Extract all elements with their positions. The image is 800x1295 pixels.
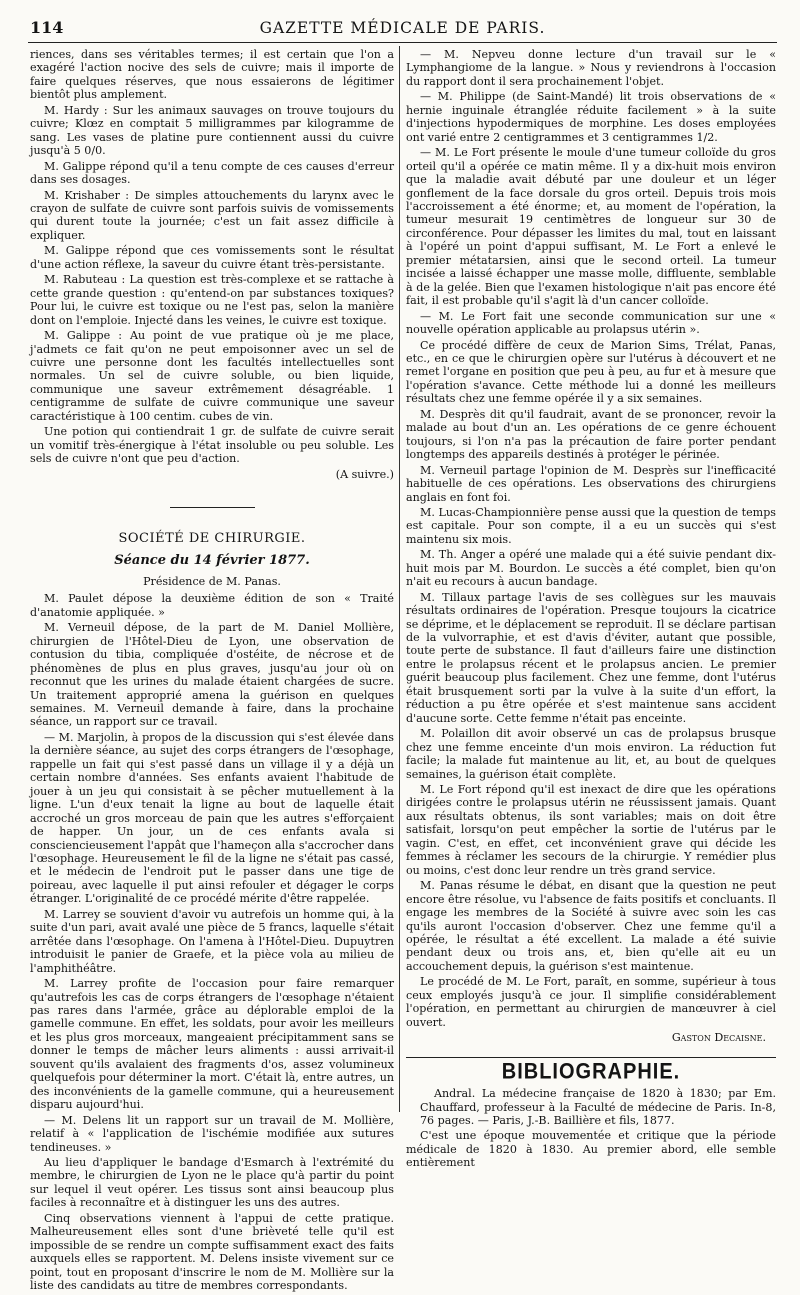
presidence: Présidence de M. Panas. [143,574,281,588]
paragraph: M. Paulet dépose la deuxième édition de son « Traité d'anatomie appliquée. » [30,592,394,619]
paragraph: Au lieu d'appliquer le bandage d'Esmarch à l'extrémité du membre, le chirurgien de Lyon ne le place qu'à partir du point sur lequel il veut opérer. Les tissus sont ainsi beaucoup plus faciles à reconnaître et à distinguer les uns des autres. [30,1155,394,1210]
paragraph: M. Galippe : Au point de vue pratique où je me place, j'admets ce fait qu'on ne peut empoisonner avec un sel de cuivre une personne dont les facultés intellectuelles sont normales. Un sel de cuivre soluble, ou bien liquide, communique une saveur extrêmement désagréable. 1 centigramme de sulfate de cuivre communique une saveur caractéristique à 100 centim. cubes de vin. [30,329,394,423]
paragraph: M. Polaillon dit avoir observé un cas de prolapsus brusque chez une femme enceinte d'un mois environ. La réduction fut facile; la malade fut maintenue au lit, et, au bout de quelques semaines, la guérison était complète. [406,727,776,781]
paragraph: M. Th. Anger a opéré une malade qui a été suivie pendant dix-huit mois par M. Bourdon. Le succès a été complet, bien qu'on n'ait eu recours à aucun bandage. [406,548,776,589]
paragraph: Cinq observations viennent à l'appui de cette pratique. Malheureusement elles sont d'une brièveté telle qu'il est impossible de se rendre un compte suffisamment exact des faits auxquels elles se rapportent. M. Delens insiste vivement sur ce point, tout en proposant d'inscrire le nom de M. Mollière sur la liste des candidats au titre de membres correspondants. [30,1211,394,1293]
session-date: Séance du 14 février 1877. [114,552,310,568]
paragraph: — M. Delens lit un rapport sur un travail de M. Mollière, relatif à « l'application de l'ischémie modifiée aux sutures tendineuses. » [30,1113,394,1154]
paragraph: M. Desprès dit qu'il faudrait, avant de se prononcer, revoir la malade au bout d'un an. Les opérations de ce genre échouent toujours, si l'on n'a pas la précaution de faire porter pendant longtemps des appareils destinés à protéger le périnée. [406,407,776,462]
page-header [30,18,775,42]
journal-title: GAZETTE MÉDICALE DE PARIS. [259,19,546,37]
right-column [406,48,776,1172]
paragraph: M. Krishaber : De simples attouchements du larynx avec le crayon de sulfate de cuivre sont parfois suivis de vomissements qui durent toute la journée; c'est un fait assez difficile à expliquer. [30,188,394,242]
paragraph: M. Lucas-Championnière pense aussi que la question de temps est capitale. Pour son compte, il a eu un succès qui s'est maintenu six mois. [406,505,776,546]
paragraph: M. Le Fort répond qu'il est inexact de dire que les opérations dirigées contre le prolapsus utérin ne réussissent jamais. Quant aux résultats obtenus, ils sont variables; mais on doit être satisfait, lorsqu'on peut empêcher la sortie de l'utérus par le vagin. C'est, en effet, cet inconvénient grave qui décide les femmes à réclamer les secours de la chirurgie. Y remédier plus ou moins, c'est donc leur rendre un très grand service. [406,783,776,877]
paragraph: M. Verneuil dépose, de la part de M. Daniel Mollière, chirurgien de l'Hôtel-Dieu de Lyon, une observation de contusion du tibia, compliquée d'ostéite, de nécrose et de phénomènes de plus en plus graves, jusqu'au jour où on reconnut que les urines du malade étaient chargées de sucre. Un traitement approprié amena la guérison en quelques semaines. M. Verneuil demande à faire, dans la prochaine séance, un rapport sur ce travail. [30,621,394,729]
bibliography-entry: Andral. La médecine française de 1820 à 1830; par Em. Chauffard, professeur à la Faculté de médecine de Paris. In-8, 76 pages. — Paris, J.-B. Baillière et fils, 1877. [420,1087,776,1127]
paragraph: M. Verneuil partage l'opinion de M. Desprès sur l'inefficacité habituelle de ces opérations. Les observations des chirurgiens anglais en font foi. [406,463,776,504]
paragraph: — M. Le Fort fait une seconde communication sur une « nouvelle opération applicable au prolapsus utérin ». [406,309,776,337]
paragraph: — M. Nepveu donne lecture d'un travail sur le « Lymphangiome de la langue. » Nous y reviendrons à l'occasion du rapport dont il sera prochainement l'objet. [406,48,776,88]
paragraph: M. Panas résume le débat, en disant que la question ne peut encore être résolue, vu l'absence de faits positifs et concluants. Il engage les membres de la Société à suivre avec soin les cas qu'ils auront l'occasion d'observer. Chez une femme qu'il a opérée, le résultat a été excellent. La malade a été suivie pendant deux ou trois ans, et, bien qu'elle ait eu un accouchement depuis, la guérison s'est maintenue. [406,879,776,973]
section-separator [170,507,255,508]
paragraph: Le procédé de M. Le Fort, paraît, en somme, supérieur à tous ceux employés jusqu'à ce jour. Il simplifie considérablement l'opération, en permettant au chirurgien de manœuvrer à ciel ouvert. [406,975,776,1029]
paragraph: riences, dans ses véritables termes; il est certain que l'on a exagéré l'action nocive des sels de cuivre; mais il importe de faire quelques réserves, que nous essaierons de légitimer bientôt plus amplement. [30,48,394,102]
section-rule [406,1057,776,1058]
paragraph: M. Larrey profite de l'occasion pour faire remarquer qu'autrefois les cas de corps étrangers de l'œsophage n'étaient pas rares dans l'armée, grâce au déplorable emploi de la gamelle commune. En effet, les soldats, pour avoir les meilleurs et les plus gros morceaux, mangeaient précipitamment sans se donner le temps de mâcher leurs aliments : aussi arrivait-il souvent qu'ils avalaient des fragments d'os, assez volumineux quelquefois pour déterminer la mort. C'était là, entre autres, un des inconvénients de la gamelle commune, qui a heureusement disparu aujourd'hui. [30,977,394,1112]
bibliography-heading: BIBLIOGRAPHIE. [501,1059,681,1084]
paragraph: Une potion qui contiendrait 1 gr. de sulfate de cuivre serait un vomitif très-énergique à l'état insoluble ou peu soluble. Les sels de cuivre n'ont que peu d'action. [30,425,394,466]
paragraph: M. Tillaux partage l'avis de ses collègues sur les mauvais résultats ordinaires de l'opération. Presque toujours la cicatrice se déprime, et le déplacement se reproduit. Il se déclare partisan de la vulvorraphie, et est d'avis d'éviter, autant que possible, toute perte de substance. Il faut d'ailleurs faire une distinction entre le prolapsus récent et le prolapsus ancien. Le premier guérit beaucoup plus facilement. Chez une femme, dont l'utérus était brusquement sorti par la vulve à la suite d'un effort, la réduction a pu être opérée et s'est maintenue sans accident d'aucune sorte. Cette femme n'était pas enceinte. [406,590,776,725]
page-number: 114 [30,18,64,37]
paragraph: M. Galippe répond que ces vomissements sont le résultat d'une action réflexe, la saveur du cuivre étant très-persistante. [30,244,394,271]
paragraph: C'est une époque mouvementée et critique que la période médicale de 1820 à 1830. Au premier abord, elle semble entièrement [406,1129,776,1170]
section-title: SOCIÉTÉ DE CHIRURGIE. [118,531,306,547]
header-rule [28,42,777,43]
paragraph: M. Larrey se souvient d'avoir vu autrefois un homme qui, à la suite d'un pari, avait avalé une pièce de 5 francs, laquelle s'était arrêtée dans l'œsophage. On l'amena à l'Hôtel-Dieu. Dupuytren introduisit le panier de Graefe, et la pièce vola au milieu de l'amphithéâtre. [30,907,394,975]
paragraph: — M. Philippe (de Saint-Mandé) lit trois observations de « hernie inguinale étranglée réduite facilement » à la suite d'injections hypodermiques de morphine. Les doses employées ont varié entre 2 centigrammes et 3 centigrammes 1/2. [406,90,776,144]
paragraph: M. Rabuteau : La question est très-complexe et se rattache à cette grande question : qu'entend-on par substances toxiques? Pour lui, le cuivre est toxique ou ne l'est pas, selon la manière dont on l'emploie. Injecté dans les veines, le cuivre est toxique. [30,273,394,327]
paragraph: — M. Le Fort présente le moule d'une tumeur colloïde du gros orteil qu'il a opérée ce matin même. Il y a dix-huit mois environ que la maladie avait débuté par une douleur et un léger gonflement de la face dorsale du gros orteil. Depuis trois mois l'accroissement a été énorme; et, au moment de l'opération, la tumeur mesurait 19 centimètres de longueur sur 30 de circonférence. Pour dépasser les limites du mal, tout en laissant à l'opéré un point d'appui suffisant, M. Le Fort a enlevé le premier métatarsien, ainsi que le second orteil. La tumeur incisée a laissé échapper une masse molle, diffluente, semblable à de la gelée. Bien que l'examen histologique n'ait pas encore été fait, il est probable qu'il s'agit là d'un cancer colloïde. [406,146,776,308]
column-divider [399,46,400,1112]
paragraph: M. Galippe répond qu'il a tenu compte de ces causes d'erreur dans ses dosages. [30,159,394,187]
paragraph: M. Hardy : Sur les animaux sauvages on trouve toujours du cuivre; Klœz en comptait 5 milligrammes par kilogramme de sang. Les vases de platine pure contiennent aussi du cuivre jusqu'à 5 0/0. [30,103,394,158]
paragraph: Ce procédé diffère de ceux de Marion Sims, Trélat, Panas, etc., en ce que le chirurgien opère sur l'utérus à découvert et ne remet l'organe en position que peu à peu, au fur et à mesure que l'opération s'avance. Cette méthode lui a donné les meilleurs résultats chez une femme opérée il y a six semaines. [406,338,776,406]
left-column [30,48,394,1295]
paragraph: — M. Marjolin, à propos de la discussion qui s'est élevée dans la dernière séance, au sujet des corps étrangers de l'œsophage, rappelle un fait qui s'est passé dans un village il y a déjà un certain nombre d'années. Ses enfants avaient l'habitude de jouer à un jeu qui consistait à se pêcher mutuellement à la ligne. L'un d'eux tenait la ligne au bout de laquelle était accroché un gros morceau de pain que les autres s'efforçaient de happer. Un jour, un de ces enfants avala si consciencieusement l'appât que l'hameçon alla s'accrocher dans l'œsophage. Heureusement le fil de la ligne ne s'était pas cassé, et le médecin de l'endroit put le passer dans une tige de poireau, avec laquelle il put ainsi refouler et dégager le corps étranger. L'originalité de ce procédé mérite d'être rappelée. [30,730,394,906]
signature: Gaston Decaisne. [671,1031,766,1045]
a-suivre: (A suivre.) [335,467,394,481]
